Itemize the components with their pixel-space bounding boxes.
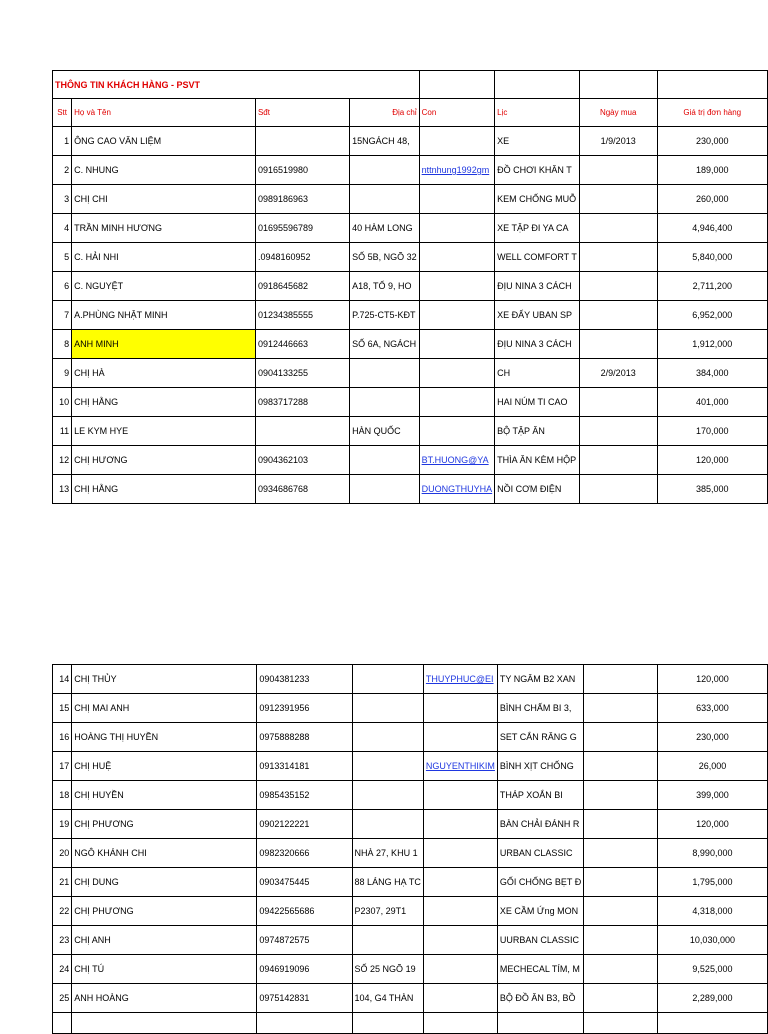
row-phone[interactable]: 0983717288	[255, 388, 349, 417]
row-address[interactable]: A18, TỔ 9, HO	[350, 272, 420, 301]
row-name[interactable]: LE KYM HYE	[72, 417, 256, 446]
customer-table-bottom	[52, 664, 768, 1034]
row-email[interactable]	[419, 301, 495, 330]
row-phone[interactable]: 01234385555	[255, 301, 349, 330]
row-cell[interactable]	[53, 1013, 72, 1034]
row-stt[interactable]: 12	[53, 446, 72, 475]
row-phone[interactable]: 0982320666	[257, 839, 352, 868]
row-date[interactable]	[584, 694, 658, 723]
row-stt[interactable]: 7	[53, 301, 72, 330]
row-stt[interactable]: 6	[53, 272, 72, 301]
sheet-title: THÔNG TIN KHÁCH HÀNG - PSVT	[53, 71, 420, 99]
row-value[interactable]: 10,030,000	[657, 926, 767, 955]
row-product[interactable]: KEM CHỐNG MUỖ	[495, 185, 580, 214]
row-address[interactable]: 88 LÁNG HẠ TC	[352, 868, 423, 897]
row-date[interactable]	[584, 955, 658, 984]
table-row	[53, 243, 768, 272]
row-date[interactable]: 2/9/2013	[579, 359, 657, 388]
row-name[interactable]: ÔNG CAO VĂN LIỆM	[72, 127, 256, 156]
row-cell[interactable]	[423, 1013, 497, 1034]
row-value[interactable]: 120,000	[657, 810, 767, 839]
table-row	[53, 446, 768, 475]
header-stt[interactable]: Stt	[53, 99, 72, 127]
row-address[interactable]: 40 HÀM LONG	[350, 214, 420, 243]
row-address[interactable]	[350, 475, 420, 504]
row-name[interactable]: CHỊ THỦY	[72, 665, 257, 694]
row-product[interactable]: XE CẦM Ứng MON	[497, 897, 583, 926]
header-email[interactable]: Con	[419, 99, 495, 127]
row-email[interactable]	[419, 185, 495, 214]
row-cell[interactable]	[657, 1013, 767, 1034]
row-value[interactable]: 9,525,000	[657, 955, 767, 984]
row-email[interactable]	[423, 723, 497, 752]
table-row	[53, 301, 768, 330]
row-product[interactable]: ĐỊU NINA 3 CÁCH	[495, 330, 580, 359]
row-address[interactable]	[350, 156, 420, 185]
row-address[interactable]	[350, 185, 420, 214]
header-value[interactable]: Giá trị đơn hàng	[657, 99, 767, 127]
row-name[interactable]: CHỊ PHƯƠNG	[72, 810, 257, 839]
row-date[interactable]	[579, 446, 657, 475]
row-address[interactable]	[352, 694, 423, 723]
row-stt[interactable]: 2	[53, 156, 72, 185]
row-date[interactable]	[579, 330, 657, 359]
row-phone[interactable]: 0904362103	[255, 446, 349, 475]
row-name[interactable]: C. NHUNG	[72, 156, 256, 185]
table-row	[53, 926, 768, 955]
row-date[interactable]	[584, 897, 658, 926]
row-cell[interactable]	[497, 1013, 583, 1034]
row-date[interactable]	[579, 388, 657, 417]
row-value[interactable]: 4,318,000	[657, 897, 767, 926]
row-email[interactable]	[419, 127, 495, 156]
row-name[interactable]: CHỊ TÚ	[72, 955, 257, 984]
row-name[interactable]: C. NGUYỆT	[72, 272, 256, 301]
table-row	[53, 984, 768, 1013]
row-product[interactable]: TY NGÂM B2 XAN	[497, 665, 583, 694]
row-address[interactable]: 15NGÁCH 48,	[350, 127, 420, 156]
table-row	[53, 214, 768, 243]
row-phone[interactable]: 0946919096	[257, 955, 352, 984]
table-row	[53, 897, 768, 926]
row-stt[interactable]: 15	[53, 694, 72, 723]
row-product[interactable]: BÀN CHẢI ĐÁNH R	[497, 810, 583, 839]
row-phone[interactable]: 0918645682	[255, 272, 349, 301]
row-product[interactable]: HAI NÚM TI CAO	[495, 388, 580, 417]
row-email[interactable]	[419, 214, 495, 243]
row-value[interactable]: 6,952,000	[657, 301, 767, 330]
table-row	[53, 475, 768, 504]
row-name[interactable]: NGÔ KHÁNH CHI	[72, 839, 257, 868]
row-phone[interactable]: 0985435152	[257, 781, 352, 810]
row-product[interactable]: XE ĐẨY UBAN SP	[495, 301, 580, 330]
row-product[interactable]: CH	[495, 359, 580, 388]
row-phone[interactable]: 0912391956	[257, 694, 352, 723]
row-value[interactable]: 4,946,400	[657, 214, 767, 243]
row-email[interactable]	[423, 926, 497, 955]
row-phone[interactable]	[255, 417, 349, 446]
row-email[interactable]: THUYPHUC@EI	[423, 665, 497, 694]
row-stt[interactable]: 25	[53, 984, 72, 1013]
row-phone[interactable]	[255, 127, 349, 156]
row-stt[interactable]: 1	[53, 127, 72, 156]
row-product[interactable]: ĐỊU NINA 3 CÁCH	[495, 272, 580, 301]
row-cell[interactable]	[352, 1013, 423, 1034]
row-value[interactable]: 8,990,000	[657, 839, 767, 868]
table-row	[53, 665, 768, 694]
row-value[interactable]: 385,000	[657, 475, 767, 504]
row-cell[interactable]	[257, 1013, 352, 1034]
row-product[interactable]: THÌA ĂN KÈM HỘP	[495, 446, 580, 475]
row-email[interactable]	[423, 694, 497, 723]
header-row	[53, 99, 768, 127]
table-row	[53, 417, 768, 446]
row-date[interactable]	[584, 810, 658, 839]
row-address[interactable]: SỐ 6A, NGÁCH	[350, 330, 420, 359]
row-address[interactable]: NHÀ 27, KHU 1	[352, 839, 423, 868]
row-name[interactable]: CHỊ HẰNG	[72, 475, 256, 504]
row-value[interactable]: 633,000	[657, 694, 767, 723]
row-value[interactable]: 260,000	[657, 185, 767, 214]
table-row	[53, 359, 768, 388]
row-value[interactable]: 1,795,000	[657, 868, 767, 897]
row-email[interactable]	[419, 272, 495, 301]
row-email[interactable]: DUONGTHUYHA	[419, 475, 495, 504]
row-phone[interactable]: 0912446663	[255, 330, 349, 359]
row-cell[interactable]	[72, 1013, 257, 1034]
row-date[interactable]	[584, 781, 658, 810]
row-name[interactable]: CHỊ MAI ANH	[72, 694, 257, 723]
row-stt[interactable]: 5	[53, 243, 72, 272]
row-phone[interactable]: 0934686768	[255, 475, 349, 504]
row-address[interactable]: P.725-CT5-KĐT	[350, 301, 420, 330]
row-date[interactable]	[584, 984, 658, 1013]
row-product[interactable]: WELL COMFORT T	[495, 243, 580, 272]
row-value[interactable]: 2,289,000	[657, 984, 767, 1013]
row-date[interactable]	[584, 868, 658, 897]
row-address[interactable]: P2307, 29T1	[352, 897, 423, 926]
row-date[interactable]	[579, 272, 657, 301]
table-row	[53, 723, 768, 752]
row-product[interactable]: GỐI CHỐNG BẸT Đ	[497, 868, 583, 897]
row-product[interactable]: BÌNH CHẤM BI 3,	[497, 694, 583, 723]
row-email[interactable]	[423, 839, 497, 868]
row-address[interactable]	[350, 446, 420, 475]
row-stt[interactable]: 10	[53, 388, 72, 417]
row-name[interactable]: CHỊ HUỆ	[72, 752, 257, 781]
row-value[interactable]: 230,000	[657, 127, 767, 156]
row-phone[interactable]: 0913314181	[257, 752, 352, 781]
row-name[interactable]: HOÀNG THỊ HUYỀN	[72, 723, 257, 752]
row-product[interactable]: THÁP XOẮN BI	[497, 781, 583, 810]
row-email[interactable]: nttnhung1992gm	[419, 156, 495, 185]
table-row	[53, 781, 768, 810]
row-value[interactable]: 2,711,200	[657, 272, 767, 301]
row-stt[interactable]: 8	[53, 330, 72, 359]
row-address[interactable]	[350, 388, 420, 417]
row-product[interactable]: XE TẬP ĐI YA CA	[495, 214, 580, 243]
header-product[interactable]: Lịc	[495, 99, 580, 127]
row-email[interactable]	[423, 868, 497, 897]
table-row	[53, 752, 768, 781]
row-email[interactable]	[423, 781, 497, 810]
row-date[interactable]	[579, 301, 657, 330]
row-product[interactable]: MECHECAL TÍM, M	[497, 955, 583, 984]
row-date[interactable]	[579, 475, 657, 504]
row-value[interactable]: 384,000	[657, 359, 767, 388]
row-phone[interactable]: 0903475445	[257, 868, 352, 897]
row-stt[interactable]: 24	[53, 955, 72, 984]
row-cell[interactable]	[584, 1013, 658, 1034]
row-phone[interactable]: 0904381233	[257, 665, 352, 694]
row-stt[interactable]: 13	[53, 475, 72, 504]
row-address[interactable]	[352, 810, 423, 839]
row-email[interactable]	[423, 810, 497, 839]
row-product[interactable]: BỘ TẬP ĂN	[495, 417, 580, 446]
row-address[interactable]	[352, 926, 423, 955]
header-phone[interactable]: Sđt	[255, 99, 349, 127]
row-phone[interactable]: .0948160952	[255, 243, 349, 272]
row-date[interactable]	[579, 417, 657, 446]
row-value[interactable]: 401,000	[657, 388, 767, 417]
row-stt[interactable]: 18	[53, 781, 72, 810]
row-date[interactable]	[579, 156, 657, 185]
row-stt[interactable]: 9	[53, 359, 72, 388]
row-value[interactable]: 120,000	[657, 665, 767, 694]
row-phone[interactable]: 0975888288	[257, 723, 352, 752]
row-name[interactable]: ANH MINH	[72, 330, 256, 359]
row-name[interactable]: CHỊ HƯƠNG	[72, 446, 256, 475]
row-email[interactable]	[423, 897, 497, 926]
row-value[interactable]: 1,912,000	[657, 330, 767, 359]
row-stt[interactable]: 20	[53, 839, 72, 868]
row-name[interactable]: CHỊ HẰNG	[72, 388, 256, 417]
row-address[interactable]	[352, 665, 423, 694]
customer-table-top	[52, 70, 768, 504]
table-row	[53, 185, 768, 214]
row-value[interactable]: 170,000	[657, 417, 767, 446]
row-email[interactable]	[419, 243, 495, 272]
row-date[interactable]	[584, 926, 658, 955]
table-row	[53, 810, 768, 839]
row-email[interactable]	[419, 417, 495, 446]
table-row	[53, 272, 768, 301]
row-stt[interactable]: 23	[53, 926, 72, 955]
row-product[interactable]: BỘ ĐỒ ĂN B3, BỒ	[497, 984, 583, 1013]
row-value[interactable]: 189,000	[657, 156, 767, 185]
row-address[interactable]	[352, 752, 423, 781]
row-name[interactable]: CHỊ CHI	[72, 185, 256, 214]
table-row	[53, 388, 768, 417]
row-email[interactable]	[423, 955, 497, 984]
row-phone[interactable]: 0989186963	[255, 185, 349, 214]
row-address[interactable]: HÀN QUỐC	[350, 417, 420, 446]
row-value[interactable]: 26,000	[657, 752, 767, 781]
row-phone[interactable]: 0974872575	[257, 926, 352, 955]
row-date[interactable]	[584, 665, 658, 694]
row-address[interactable]: SỐ 25 NGÕ 19	[352, 955, 423, 984]
row-stt[interactable]: 22	[53, 897, 72, 926]
row-product[interactable]: NỒI CƠM ĐIỆN	[495, 475, 580, 504]
row-stt[interactable]: 16	[53, 723, 72, 752]
row-name[interactable]: TRẦN MINH HƯƠNG	[72, 214, 256, 243]
row-stt[interactable]: 21	[53, 868, 72, 897]
row-date[interactable]: 1/9/2013	[579, 127, 657, 156]
row-address[interactable]	[352, 723, 423, 752]
row-address[interactable]: SỐ 5B, NGÕ 32	[350, 243, 420, 272]
row-product[interactable]: BÌNH XỊT CHỐNG	[497, 752, 583, 781]
row-name[interactable]: A.PHÙNG NHẬT MINH	[72, 301, 256, 330]
row-date[interactable]	[579, 185, 657, 214]
row-phone[interactable]: 01695596789	[255, 214, 349, 243]
row-stt[interactable]: 19	[53, 810, 72, 839]
row-value[interactable]: 120,000	[657, 446, 767, 475]
row-date[interactable]	[579, 243, 657, 272]
row-date[interactable]	[584, 752, 658, 781]
row-phone[interactable]: 0975142831	[257, 984, 352, 1013]
row-email[interactable]	[423, 984, 497, 1013]
row-stt[interactable]: 3	[53, 185, 72, 214]
row-value[interactable]: 230,000	[657, 723, 767, 752]
row-product[interactable]: ĐỒ CHƠI KHĂN T	[495, 156, 580, 185]
row-email[interactable]: NGUYENTHIKIM	[423, 752, 497, 781]
row-name[interactable]: CHỊ PHƯƠNG	[72, 897, 257, 926]
row-product[interactable]: UURBAN CLASSIC	[497, 926, 583, 955]
row-product[interactable]: URBAN CLASSIC	[497, 839, 583, 868]
row-phone[interactable]: 0902122221	[257, 810, 352, 839]
row-phone[interactable]: 09422565686	[257, 897, 352, 926]
row-email[interactable]	[419, 388, 495, 417]
row-name[interactable]: C. HẢI NHI	[72, 243, 256, 272]
row-stt[interactable]: 11	[53, 417, 72, 446]
row-address[interactable]: 104, G4 THÀN	[352, 984, 423, 1013]
row-date[interactable]	[584, 723, 658, 752]
row-name[interactable]: ANH HOÀNG	[72, 984, 257, 1013]
table-row	[53, 868, 768, 897]
table-row	[53, 694, 768, 723]
row-name[interactable]: CHỊ HUYỀN	[72, 781, 257, 810]
row-stt[interactable]: 4	[53, 214, 72, 243]
header-date[interactable]: Ngày mua	[579, 99, 657, 127]
row-email[interactable]	[419, 330, 495, 359]
row-phone[interactable]: 0904133255	[255, 359, 349, 388]
table-row-cut	[53, 1013, 768, 1034]
row-phone[interactable]: 0916519980	[255, 156, 349, 185]
row-stt[interactable]: 14	[53, 665, 72, 694]
table-row	[53, 127, 768, 156]
header-name[interactable]: Họ và Tên	[72, 99, 256, 127]
row-product[interactable]: SET CẮN RĂNG G	[497, 723, 583, 752]
row-value[interactable]: 399,000	[657, 781, 767, 810]
row-name[interactable]: CHỊ DUNG	[72, 868, 257, 897]
header-address[interactable]: Địa chỉ	[350, 99, 420, 127]
row-name[interactable]: CHỊ HÀ	[72, 359, 256, 388]
row-email[interactable]: BT.HUONG@YA	[419, 446, 495, 475]
table-row	[53, 955, 768, 984]
row-date[interactable]	[584, 839, 658, 868]
row-email[interactable]	[419, 359, 495, 388]
row-product[interactable]: XE	[495, 127, 580, 156]
table-row	[53, 156, 768, 185]
row-value[interactable]: 5,840,000	[657, 243, 767, 272]
table-row	[53, 330, 768, 359]
row-address[interactable]	[352, 781, 423, 810]
table-row	[53, 839, 768, 868]
row-date[interactable]	[579, 214, 657, 243]
row-name[interactable]: CHỊ ANH	[72, 926, 257, 955]
row-address[interactable]	[350, 359, 420, 388]
row-stt[interactable]: 17	[53, 752, 72, 781]
